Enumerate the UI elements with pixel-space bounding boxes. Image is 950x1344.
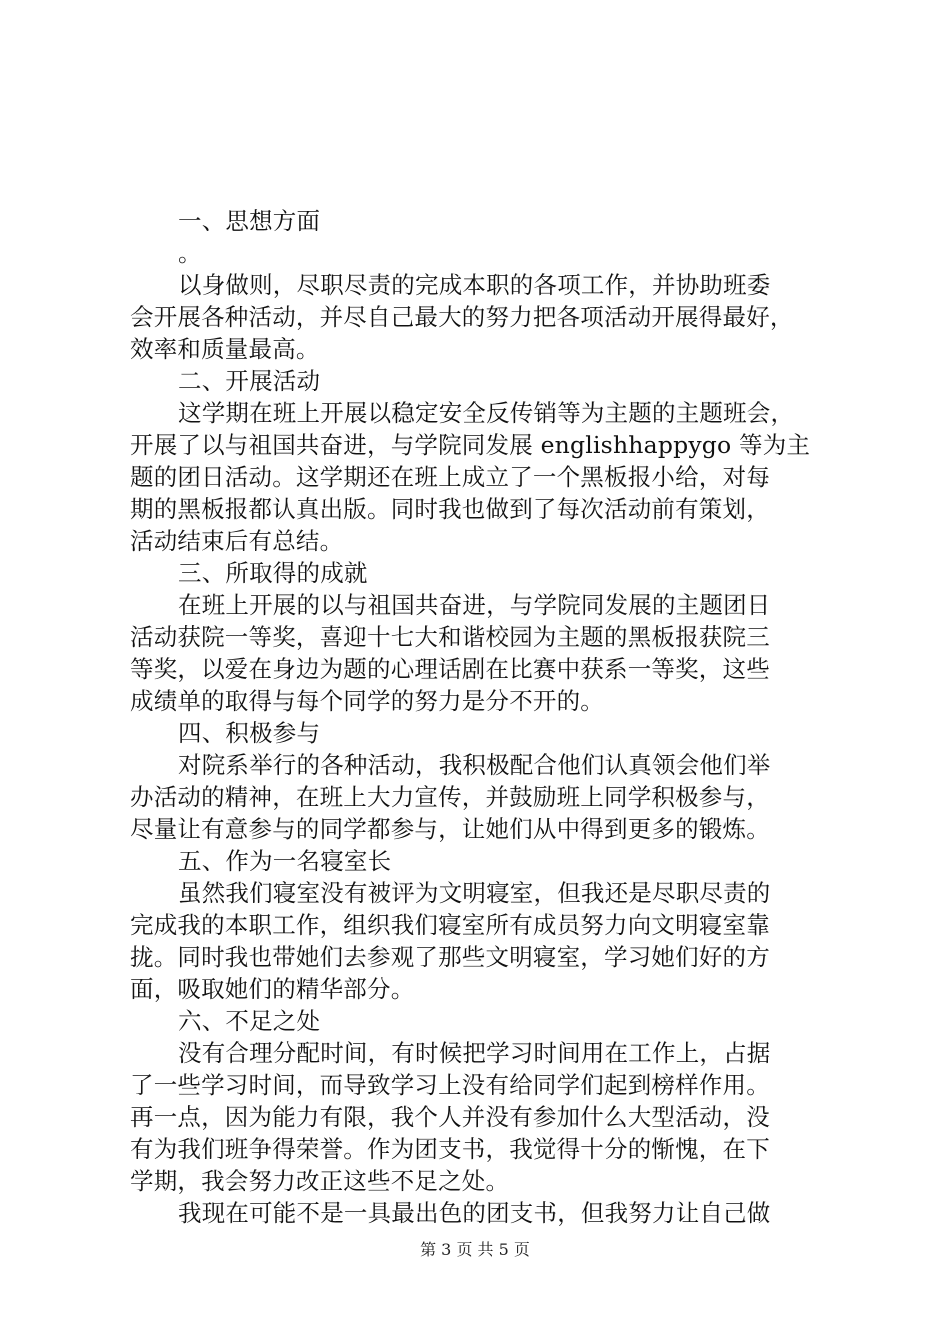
text-line: 一、思想方面 (178, 207, 321, 235)
text-line: 面，吸取她们的精华部分。 (130, 975, 415, 1003)
text-line: 活动获院一等奖，喜迎十七大和谐校园为主题的黑板报获院三 (130, 623, 770, 651)
text-line: 期的黑板报都认真出版。同时我也做到了每次活动前有策划， (130, 495, 770, 523)
text-line: 没有合理分配时间，有时候把学习时间用在工作上，占据 (178, 1039, 771, 1067)
text-line: 。 (178, 239, 202, 267)
text-line: 以身做则，尽职尽责的完成本职的各项工作，并协助班委 (178, 271, 771, 299)
text-line: 这学期在班上开展以稳定安全反传销等为主题的主题班会， (178, 399, 795, 427)
text-line: 了一些学习时间，而导致学习上没有给同学们起到榜样作用。 (130, 1071, 770, 1099)
text-line: 等奖，以爱在身边为题的心理话剧在比赛中获系一等奖，这些 (130, 655, 770, 683)
text-line: 四、积极参与 (178, 719, 321, 747)
text-line: 有为我们班争得荣誉。作为团支书，我觉得十分的惭愧，在下 (130, 1135, 770, 1163)
text-line: 再一点，因为能力有限，我个人并没有参加什么大型活动，没 (130, 1103, 770, 1131)
text-line: 完成我的本职工作，组织我们寝室所有成员努力向文明寝室靠 (130, 911, 770, 939)
text-line: 拢。同时我也带她们去参观了那些文明寝室，学习她们好的方 (130, 943, 770, 971)
text-line: 二、开展活动 (178, 367, 321, 395)
text-line: 会开展各种活动，并尽自己最大的努力把各项活动开展得最好， (130, 303, 794, 331)
text-line: 尽量让有意参与的同学都参与，让她们从中得到更多的锻炼。 (130, 815, 770, 843)
text-line: 效率和质量最高。 (130, 335, 320, 363)
page-footer: 第 3 页 共 5 页 (420, 1240, 530, 1259)
document-body (130, 205, 830, 1229)
text-line: 六、不足之处 (178, 1007, 321, 1035)
text-line: 三、所取得的成就 (178, 559, 368, 587)
text-line: 办活动的精神，在班上大力宣传，并鼓励班上同学积极参与， (130, 783, 770, 811)
text-line: 题的团日活动。这学期还在班上成立了一个黑板报小给，对每 (130, 463, 770, 491)
text-line: 对院系举行的各种活动，我积极配合他们认真领会他们举 (178, 751, 771, 779)
text-line: 学期，我会努力改正这些不足之处。 (130, 1167, 510, 1195)
text-line: 成绩单的取得与每个同学的努力是分不开的。 (130, 687, 604, 715)
text-line: 虽然我们寝室没有被评为文明寝室，但我还是尽职尽责的 (178, 879, 771, 907)
text-line: 我现在可能不是一具最出色的团支书，但我努力让自己做 (178, 1199, 771, 1227)
text-line: 在班上开展的以与祖国共奋进，与学院同发展的主题团日 (178, 591, 771, 619)
text-line: 开展了以与祖国共奋进，与学院同发展 englishhappygo 等为主 (130, 431, 811, 459)
text-line: 活动结束后有总结。 (130, 527, 344, 555)
text-line: 五、作为一名寝室长 (178, 847, 392, 875)
